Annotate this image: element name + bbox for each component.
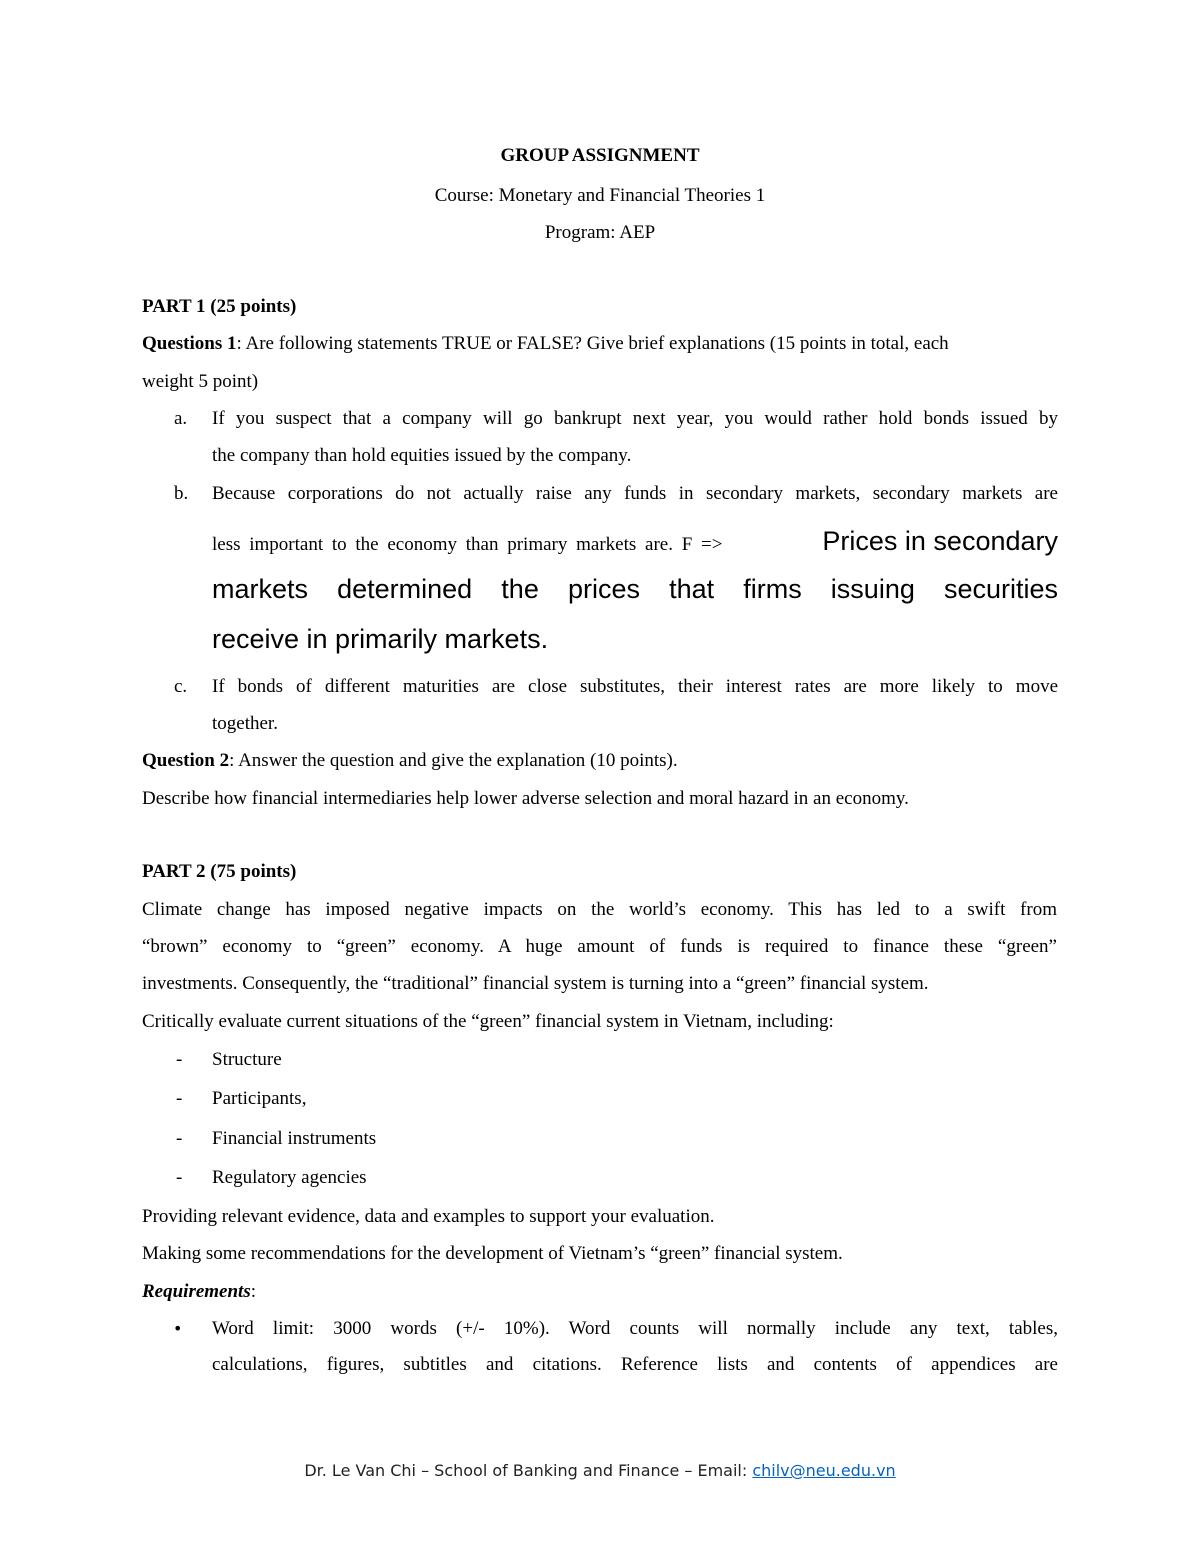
dash-marker: - [176,1049,183,1070]
item-a-line2: the company than hold equities issued by the company. [212,445,632,466]
item-c-line2: together. [212,713,278,734]
item-c-line1: If bonds of different maturities are close substitutes, their interest rates are more likely to move [212,676,1058,697]
page-footer [0,1459,1200,1483]
item-b-answer-part2: markets determined the prices that firms issuing securities [212,574,1058,604]
part2-paragraph-line3: investments. Consequently, the “traditional” financial system is turning into a “green” financial system. [142,973,929,994]
list-item-participants: Participants, [212,1088,307,1109]
question1-label: Questions 1 [142,333,237,354]
requirement-line1: Word limit: 3000 words (+/- 10%). Word counts will normally include any text, tables, [212,1318,1058,1339]
evaluate-line: Critically evaluate current situations of the “green” financial system in Vietnam, including: [142,1011,834,1032]
document-title: GROUP ASSIGNMENT [500,145,700,166]
list-item-financial-instruments: Financial instruments [212,1128,377,1149]
part2-paragraph-line2: “brown” economy to “green” economy. A huge amount of funds is required to finance these “green” [142,936,1057,957]
requirements-label: Requirements: [142,1281,257,1302]
part1-heading: PART 1 (25 points) [142,296,297,317]
item-b-line2-text: less important to the economy than primary markets are. F => [212,534,723,555]
item-a-marker: a. [174,408,188,429]
recommendation-line: Making some recommendations for the development of Vietnam’s “green” financial system. [142,1243,843,1264]
item-b-answer-part1: Prices in secondary [822,526,1058,556]
footer-text: Dr. Le Van Chi – School of Banking and Finance – Email: [304,1461,753,1480]
evidence-line: Providing relevant evidence, data and examples to support your evaluation. [142,1206,715,1227]
question2-description: Describe how financial intermediaries help lower adverse selection and moral hazard in an economy. [142,788,909,809]
item-b-answer-part3: receive in primarily markets. [212,624,549,654]
question2-line: Question 2: Answer the question and give the explanation (10 points). [142,750,678,771]
dash-marker: - [176,1088,183,1109]
item-b-marker: b. [174,483,189,504]
list-item-structure: Structure [212,1049,282,1070]
part2-paragraph-line1: Climate change has imposed negative impacts on the world’s economy. This has led to a swift from [142,899,1057,920]
item-b-line2 [212,524,1058,558]
item-c-marker: c. [174,676,188,697]
requirement-line2: calculations, figures, subtitles and citations. Reference lists and contents of appendices are [212,1354,1058,1375]
footer-email-link[interactable]: chilv@neu.edu.vn [752,1461,896,1480]
program-line: Program: AEP [544,222,656,243]
dash-marker: - [176,1167,183,1188]
dash-marker: - [176,1128,183,1149]
part2-heading: PART 2 (75 points) [142,861,297,882]
question1-line2: weight 5 point) [142,371,259,392]
bullet-marker: • [173,1319,183,1338]
item-a-line1: If you suspect that a company will go bankrupt next year, you would rather hold bonds issued by [212,408,1058,429]
list-item-regulatory-agencies: Regulatory agencies [212,1167,367,1188]
course-line: Course: Monetary and Financial Theories 1 [434,185,766,206]
question1-line1: Questions 1: Are following statements TRUE or FALSE? Give brief explanations (15 points in total, each [142,333,949,354]
question2-label: Question 2 [142,750,230,771]
item-b-line1: Because corporations do not actually raise any funds in secondary markets, secondary markets are [212,483,1058,504]
